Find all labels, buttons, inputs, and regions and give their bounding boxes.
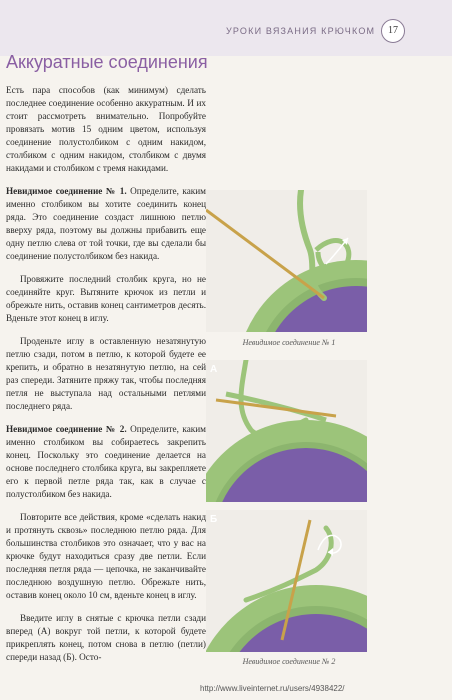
article-title: Аккуратные соединения: [6, 52, 208, 72]
watermark-url: http://www.liveinternet.ru/users/4938422/: [200, 684, 345, 693]
section1-para3: Проденьте иглу в оставленную незатянутую петлю сзади, потом в петлю, к которой будете ее крепить, и обратно в незатянутую петлю, на сей раз спереди. Затяните пряжу так, чтобы последняя петля не выступала над остальными петлями последнего ряда.: [6, 336, 206, 411]
photo-invisible-join-1: [206, 190, 367, 332]
section1-text: Определите, каким именно столбиком вы хотите соединить конец ряда. Это соединение создаст лишнюю петлю вверху ряда, поэтому вы должны прибавить еще одну петлю слева от той точки, где вы сделали бы соединение полустолбиком без накида.: [6, 186, 206, 261]
photo2-letter: А: [210, 364, 218, 375]
photo-step-a: [206, 360, 367, 502]
section2-paragraph: [6, 423, 206, 501]
intro-paragraph: Есть пара способов (как минимум) сделать последнее соединение особенно аккуратным. И их стоит рассмотреть внимательно. Попробуйте провязать мотив 15 одним цветом, используя соединение полустолбиком с одним накидом, столбиком с одним накидом, столбиком с двумя накидами и столбиком с тремя накидами.: [6, 85, 206, 173]
section2-para3: Введите иглу в снятые с крючка петли сзади вперед (А) вокруг той петли, к которой будете прикреплять конец, потом снова в петлю (петли) спереди назад (Б). Осто-: [6, 613, 206, 662]
photo3-letter: Б: [210, 514, 218, 525]
section1-paragraph: [6, 185, 206, 263]
section1-para2: Провяжите последний столбик круга, но не соединяйте круг. Вытяните крючок из петли и обрежьте нить, оставив конец сантиметров десять. Вденьте этот конец в иглу.: [6, 274, 206, 323]
running-title: УРОКИ ВЯЗАНИЯ КРЮЧКОМ: [226, 26, 376, 36]
photo3-caption: Невидимое соединение № 2: [242, 657, 336, 666]
section2-text: Определите, каким именно столбиком вы собираетесь закрепить конец. Поскольку это соединение делается на основе последнего столбика круга, вы закрепляете его к первой петле ряда так, как в случае с полустолбиком без накида.: [6, 424, 206, 499]
article-body: [6, 84, 206, 664]
page-number: 17: [381, 19, 405, 43]
section2-para2: Повторите все действия, кроме «сделать накид и протянуть сквозь» последнюю петлю ряда. Для большинства столбиков это означает, что у вас на крючке будут находиться сразу две петли. Если последняя петля ряда — цепочка, не заканчивайте последнюю воздушную петлю. Обрежьте нить, оставив конец около 10 см, вденьте конец в иглу.: [6, 512, 206, 600]
photo1-caption: Невидимое соединение № 1: [242, 338, 336, 347]
section1-heading: Невидимое соединение № 1.: [6, 186, 127, 196]
photo-step-b: [206, 510, 367, 652]
section2-heading: Невидимое соединение № 2.: [6, 424, 127, 434]
